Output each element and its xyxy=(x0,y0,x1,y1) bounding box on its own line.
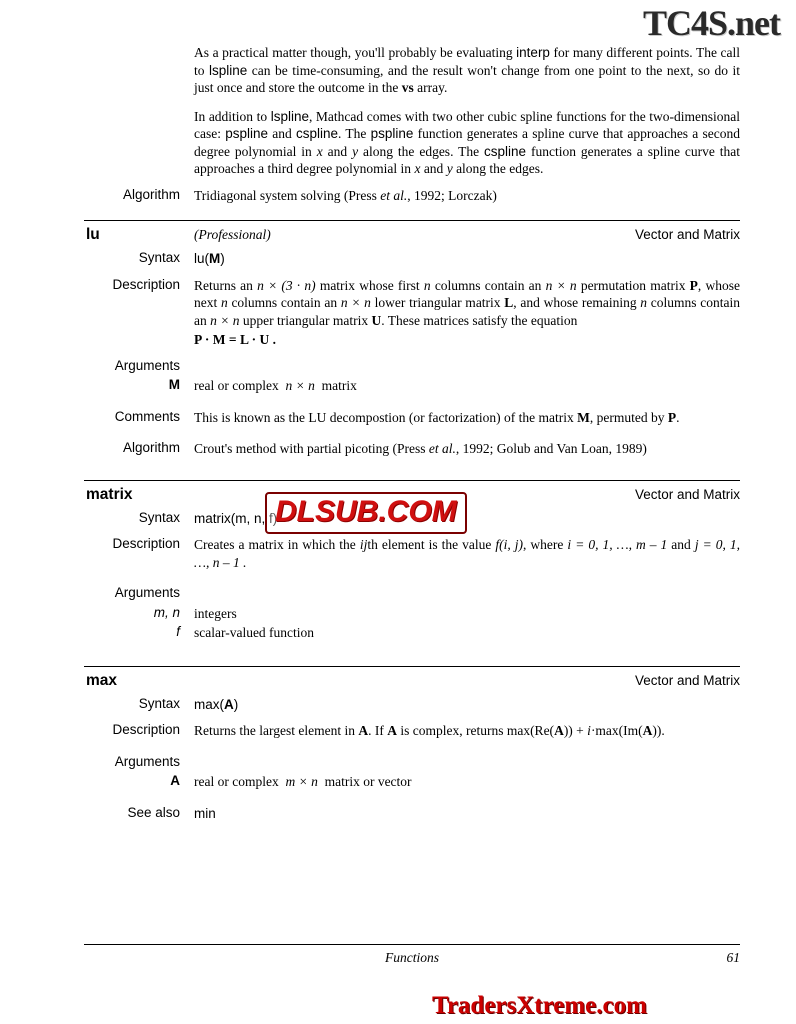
comments-text: This is known as the LU decompostion (or factorization) of the matrix M, permuted by P. xyxy=(194,409,680,425)
math-A: A xyxy=(224,696,234,712)
math-m-by-n: m × n xyxy=(285,774,318,789)
text-fragment: matrix whose first xyxy=(315,277,424,293)
function-header-max xyxy=(84,667,740,696)
label-comments: Comments xyxy=(114,408,180,424)
text-fragment: for many different points. The call to xyxy=(194,45,740,78)
text-fragment: can be time-consuming, and the result won't change from one point to the next, so do it just once and store the outcome in the xyxy=(194,62,740,95)
page-footer xyxy=(84,950,740,966)
text-fragment: Returns an xyxy=(194,277,258,293)
math-A: A xyxy=(358,723,369,738)
text-fragment: columns contain an xyxy=(227,295,341,310)
syntax-expression xyxy=(194,696,740,714)
text-fragment: columns contain an xyxy=(430,277,546,293)
intro-label-empty xyxy=(84,44,194,178)
text-fragment: array. xyxy=(413,80,448,95)
row-description xyxy=(84,722,740,740)
lu-description-paragraph xyxy=(194,277,740,330)
argument-mn-text: integers xyxy=(194,605,237,621)
intro-paragraphs-row xyxy=(84,44,740,178)
text-fragment: . The xyxy=(337,126,371,141)
watermark-bottom: TradersXtreme.com xyxy=(432,992,647,1019)
max-description-text xyxy=(194,722,740,740)
math-P: P xyxy=(689,277,698,293)
text-fragment: lu( xyxy=(194,251,210,266)
label-algorithm: Algorithm xyxy=(122,440,180,455)
text-fragment: function generates a spline curve that approaches a second degree polynomial in xyxy=(194,126,740,159)
function-name-pspline: pspline xyxy=(370,126,414,141)
math-y: y xyxy=(352,143,359,159)
function-name-cspline: cspline xyxy=(484,143,527,159)
math-expression: n × n xyxy=(210,312,240,328)
math-A: A xyxy=(387,723,397,738)
algorithm-text: Crout's method with partial picoting (Press et al., 1992; Golub and Van Loan, 1989) xyxy=(194,441,647,456)
math-i: i xyxy=(587,723,591,738)
text-fragment: columns contain an xyxy=(194,295,740,328)
math-args: (i, j) xyxy=(499,537,524,552)
text-fragment: , Mathcad comes with two other cubic spline functions for the two-dimensional case: xyxy=(194,108,740,141)
function-category: Vector and Matrix xyxy=(634,486,740,502)
lu-equation xyxy=(194,331,740,349)
math-A: A xyxy=(642,723,653,738)
function-edition-note: (Professional) xyxy=(194,227,271,242)
see-also-link[interactable]: min xyxy=(194,805,216,821)
text-fragment: and xyxy=(420,161,447,176)
arguments-heading-body xyxy=(194,358,740,376)
arguments-heading-body xyxy=(194,585,740,603)
math-ij: ij xyxy=(359,537,368,552)
text-fragment: is complex, returns max(Re( xyxy=(396,723,555,738)
intro-algorithm-text xyxy=(194,187,740,205)
math-U: U xyxy=(371,312,382,328)
label-description: Description xyxy=(112,276,180,292)
text-fragment: th element is the value xyxy=(367,537,496,552)
footer-page-number: 61 xyxy=(726,950,740,965)
row-arguments-heading xyxy=(84,754,740,772)
intro-paragraph-2 xyxy=(194,108,740,178)
variable-vs: vs xyxy=(401,80,414,95)
math-y: y xyxy=(446,161,453,176)
intro-body xyxy=(194,44,740,178)
argument-M-text: real or complex n × n matrix xyxy=(194,378,357,393)
footer-divider xyxy=(84,944,740,945)
text-fragment: , where xyxy=(523,537,568,552)
label-argument-A: A xyxy=(170,773,180,788)
lu-description-text xyxy=(194,277,740,349)
math-n: n xyxy=(423,277,431,293)
label-description: Description xyxy=(112,722,180,737)
watermark-middle: DLSUB.COM xyxy=(265,492,467,534)
row-argument-A xyxy=(84,773,740,791)
text-fragment: , 1992; Lorczak) xyxy=(407,187,497,203)
function-category: Vector and Matrix xyxy=(634,672,740,688)
text-fragment: , whose next xyxy=(194,277,740,310)
text-fragment: )). xyxy=(652,723,665,738)
function-title: lu xyxy=(86,226,100,243)
intro-paragraph-1 xyxy=(194,44,740,97)
label-argument-mn: m, n xyxy=(153,604,180,620)
math-f: f xyxy=(495,537,500,552)
math-n-by-n: n × n xyxy=(285,378,315,393)
row-syntax xyxy=(84,250,740,268)
text-fragment: and xyxy=(268,126,296,141)
math-range-j: j = 0, 1, …, n – 1 . xyxy=(194,537,740,570)
math-A: A xyxy=(554,723,564,738)
math-expression: n × n xyxy=(340,295,371,310)
text-fragment: upper triangular matrix xyxy=(239,312,372,328)
argument-A-text: real or complex m × n matrix or vector xyxy=(194,774,412,789)
row-comments xyxy=(84,409,740,427)
text-fragment: along the edges. The xyxy=(358,143,485,159)
text-fragment: In addition to xyxy=(194,108,271,124)
text-fragment: . If xyxy=(368,723,388,738)
function-entry-lu xyxy=(84,220,740,458)
label-algorithm: Algorithm xyxy=(122,186,180,202)
math-P: P xyxy=(667,409,677,425)
text-fragment: As a practical matter though, you'll probably be evaluating xyxy=(194,45,517,60)
label-syntax: Syntax xyxy=(138,509,180,525)
footer-title: Functions xyxy=(385,950,439,965)
function-header-lu xyxy=(84,221,740,250)
label-arguments: Arguments xyxy=(114,753,180,769)
function-name-pspline: pspline xyxy=(225,126,268,141)
text-fragment: permutation matrix xyxy=(576,277,690,293)
row-argument-M xyxy=(84,377,740,395)
text-fragment: ) xyxy=(233,696,239,712)
math-range-i: i = 0, 1, …, m – 1 xyxy=(567,537,668,552)
row-syntax xyxy=(84,696,740,714)
function-name-lspline: lspline xyxy=(270,108,309,124)
label-syntax: Syntax xyxy=(138,695,180,711)
math-M: M xyxy=(209,251,221,266)
function-title: max xyxy=(86,671,118,689)
equation-text: P · M = L · U . xyxy=(194,332,276,347)
label-syntax: Syntax xyxy=(138,250,180,265)
text-fragment: )) + xyxy=(563,723,588,738)
text-fragment: ) xyxy=(220,251,225,266)
row-arguments-heading xyxy=(84,358,740,376)
row-argument-f xyxy=(84,624,740,642)
text-fragment: along the edges. xyxy=(452,161,544,176)
row-argument-mn xyxy=(84,605,740,623)
intro-algorithm-row xyxy=(84,187,740,205)
function-name-lspline: lspline xyxy=(209,62,248,78)
text-fragment: max( xyxy=(194,696,224,712)
label-see-also: See also xyxy=(127,804,180,820)
page-content xyxy=(84,44,740,824)
function-category: Vector and Matrix xyxy=(634,227,740,242)
text-fragment: Tridiagonal system solving (Press xyxy=(194,187,381,203)
text-fragment: function generates a spline curve that approaches a third degree polynomial in xyxy=(194,143,741,176)
row-algorithm xyxy=(84,440,740,458)
function-name-interp: interp xyxy=(516,45,550,60)
text-fragment: Creates a matrix in which the xyxy=(194,537,360,552)
math-n: n xyxy=(220,295,228,310)
text-fragment: Returns the largest element in xyxy=(194,723,359,738)
argument-f-text: scalar-valued function xyxy=(194,625,315,640)
math-n: n xyxy=(640,295,648,310)
text-fragment: ·max(Im( xyxy=(590,723,643,738)
syntax-expression xyxy=(194,250,740,268)
label-arguments: Arguments xyxy=(114,585,180,600)
citation-etal: et al. xyxy=(380,187,408,203)
row-see-also xyxy=(84,805,740,823)
function-name-cspline: cspline xyxy=(295,126,338,141)
function-title: matrix xyxy=(86,485,133,503)
text-fragment: and xyxy=(667,537,695,552)
label-arguments: Arguments xyxy=(114,357,180,373)
math-L: L xyxy=(504,295,514,310)
label-description: Description xyxy=(112,536,180,551)
row-description xyxy=(84,536,740,571)
function-entry-max xyxy=(84,666,740,823)
label-argument-f: f xyxy=(176,624,180,639)
watermark-top-right: TC4S.net xyxy=(642,3,780,43)
row-arguments-heading xyxy=(84,585,740,603)
text-fragment: lower triangular matrix xyxy=(370,295,505,310)
math-x: x xyxy=(414,161,421,176)
syntax-expression: matrix(m, n, f) xyxy=(194,510,278,526)
math-x: x xyxy=(316,143,323,159)
row-description xyxy=(84,277,740,349)
math-M: M xyxy=(577,409,590,425)
text-fragment: , and whose remaining xyxy=(513,295,641,310)
text-fragment: . These matrices satisfy the equation xyxy=(381,312,578,328)
text-fragment: and xyxy=(322,143,353,159)
math-expression: n × n xyxy=(545,277,577,293)
arguments-heading-body xyxy=(194,754,740,772)
math-expression: n × (3 · n) xyxy=(257,277,316,293)
label-argument-M: M xyxy=(168,377,180,392)
citation-etal: et al. xyxy=(428,441,456,456)
matrix-description-text xyxy=(194,536,740,571)
